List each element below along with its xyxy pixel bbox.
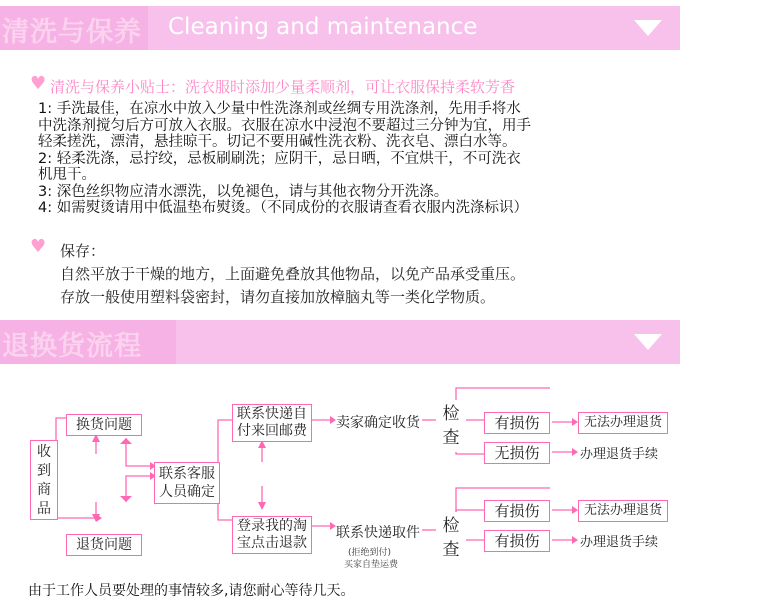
banner-cn-title: 清洗与保养 bbox=[2, 17, 142, 48]
cannot-return-box: 无法办理退货 bbox=[578, 500, 668, 522]
storage-line: 存放一般使用塑料袋密封，请勿直接加放樟脑丸等一类化学物质。 bbox=[60, 288, 496, 306]
banner-cn-title: 退换货流程 bbox=[2, 331, 142, 362]
arrow-head bbox=[120, 496, 132, 502]
storage-line: 自然平放于干燥的地方，上面避免叠放其他物品，以免产品承受重压。 bbox=[60, 265, 526, 283]
box-line: 登录我的淘 bbox=[237, 518, 307, 534]
undamaged-box: 无损伤 bbox=[484, 442, 550, 464]
heart-icon: ♥ bbox=[30, 236, 47, 257]
return-issue-box: 退货问题 bbox=[66, 534, 142, 556]
care-tip: 清洗与保养小贴士：洗衣服时添加少量柔顺剂，可让衣服保持柔软芳香 bbox=[50, 78, 516, 96]
arrow-line bbox=[218, 478, 232, 520]
receive-char: 商 bbox=[37, 482, 51, 498]
login-taobao-box bbox=[232, 516, 312, 554]
rule-line: 中洗涤剂搅匀后方可放入衣服。衣服在凉水中浸泡不要超过三分钟为宜，用手 bbox=[38, 117, 531, 134]
damaged-box: 有损伤 bbox=[484, 412, 550, 434]
rule-line: 2: 轻柔洗涤，忌拧绞，忌板刷刷洗；应阴干，忌日晒，不宜烘干，不可洗衣 bbox=[38, 150, 521, 167]
arrow-head bbox=[572, 536, 578, 544]
return-procedure-text: 办理退货手续 bbox=[580, 535, 659, 550]
box-line: 付来回邮费 bbox=[237, 423, 307, 439]
box-line: 人员确定 bbox=[159, 484, 215, 500]
rule-line: 机甩干。 bbox=[38, 167, 96, 183]
box-line: 联系客服 bbox=[159, 466, 215, 482]
box-line: 联系快递自 bbox=[237, 406, 307, 422]
check-char: 检 bbox=[442, 516, 460, 536]
arrow-line bbox=[56, 500, 96, 518]
return-procedure-text: 办理退货手续 bbox=[580, 447, 659, 462]
check-char: 检 bbox=[442, 404, 460, 424]
arrow-line bbox=[218, 420, 232, 464]
storage-title: 保存： bbox=[60, 242, 106, 260]
banner-en-title: Cleaning and maintenance bbox=[168, 14, 478, 40]
cannot-return-box: 无法办理退货 bbox=[578, 412, 668, 434]
banner-en-background bbox=[176, 320, 680, 364]
box-line: 宝点击退款 bbox=[237, 535, 307, 551]
arrow-head bbox=[572, 448, 578, 456]
check-box-top bbox=[436, 400, 466, 452]
seller-confirm-text: 卖家确定收货 bbox=[336, 415, 420, 431]
check-char: 查 bbox=[442, 428, 460, 448]
exchange-issue-box: 换货问题 bbox=[66, 414, 142, 436]
rule-line: 4: 如需熨烫请用中低温垫布熨烫。（不同成份的衣服请查看衣服内洗涤标识） bbox=[38, 200, 528, 216]
rule-line: 3: 深色丝织物应清水漂洗，以免褪色，请与其他衣物分开洗涤。 bbox=[38, 183, 449, 200]
arrow-head bbox=[258, 502, 266, 510]
footer-note: 由于工作人员要处理的事情较多,请您耐心等待几天。 bbox=[28, 583, 355, 599]
return-banner bbox=[0, 320, 680, 364]
page-margin bbox=[680, 0, 758, 616]
down-triangle-icon bbox=[634, 334, 662, 350]
receive-char: 品 bbox=[37, 501, 51, 517]
washing-rules bbox=[38, 101, 678, 217]
pickup-note: (拒绝到付) bbox=[348, 548, 392, 558]
damaged-box: 有损伤 bbox=[484, 530, 550, 552]
pickup-note: 买家自垫运费 bbox=[344, 560, 399, 570]
rule-line: 轻柔搓洗，漂清，悬挂晾干。切记不要用碱性洗衣粉、洗衣皂、漂白水等。 bbox=[38, 134, 517, 150]
damaged-box: 有损伤 bbox=[484, 500, 550, 522]
arrow-head bbox=[120, 438, 132, 444]
receive-char: 到 bbox=[37, 463, 51, 479]
receive-goods-box bbox=[30, 440, 58, 520]
contact-express-box bbox=[232, 404, 312, 442]
receive-char: 收 bbox=[37, 444, 51, 460]
contact-service-box bbox=[154, 462, 220, 504]
check-char: 查 bbox=[442, 540, 460, 560]
check-box-bottom bbox=[436, 512, 466, 564]
down-triangle-icon bbox=[634, 20, 662, 36]
contact-pickup-text: 联系快递取件 bbox=[336, 525, 420, 541]
heart-icon: ♥ bbox=[30, 73, 47, 94]
rule-line: 1: 手洗最佳，在凉水中放入少量中性洗涤剂或丝绸专用洗涤剂，先用手将水 bbox=[38, 101, 521, 117]
cleaning-banner bbox=[0, 6, 680, 50]
